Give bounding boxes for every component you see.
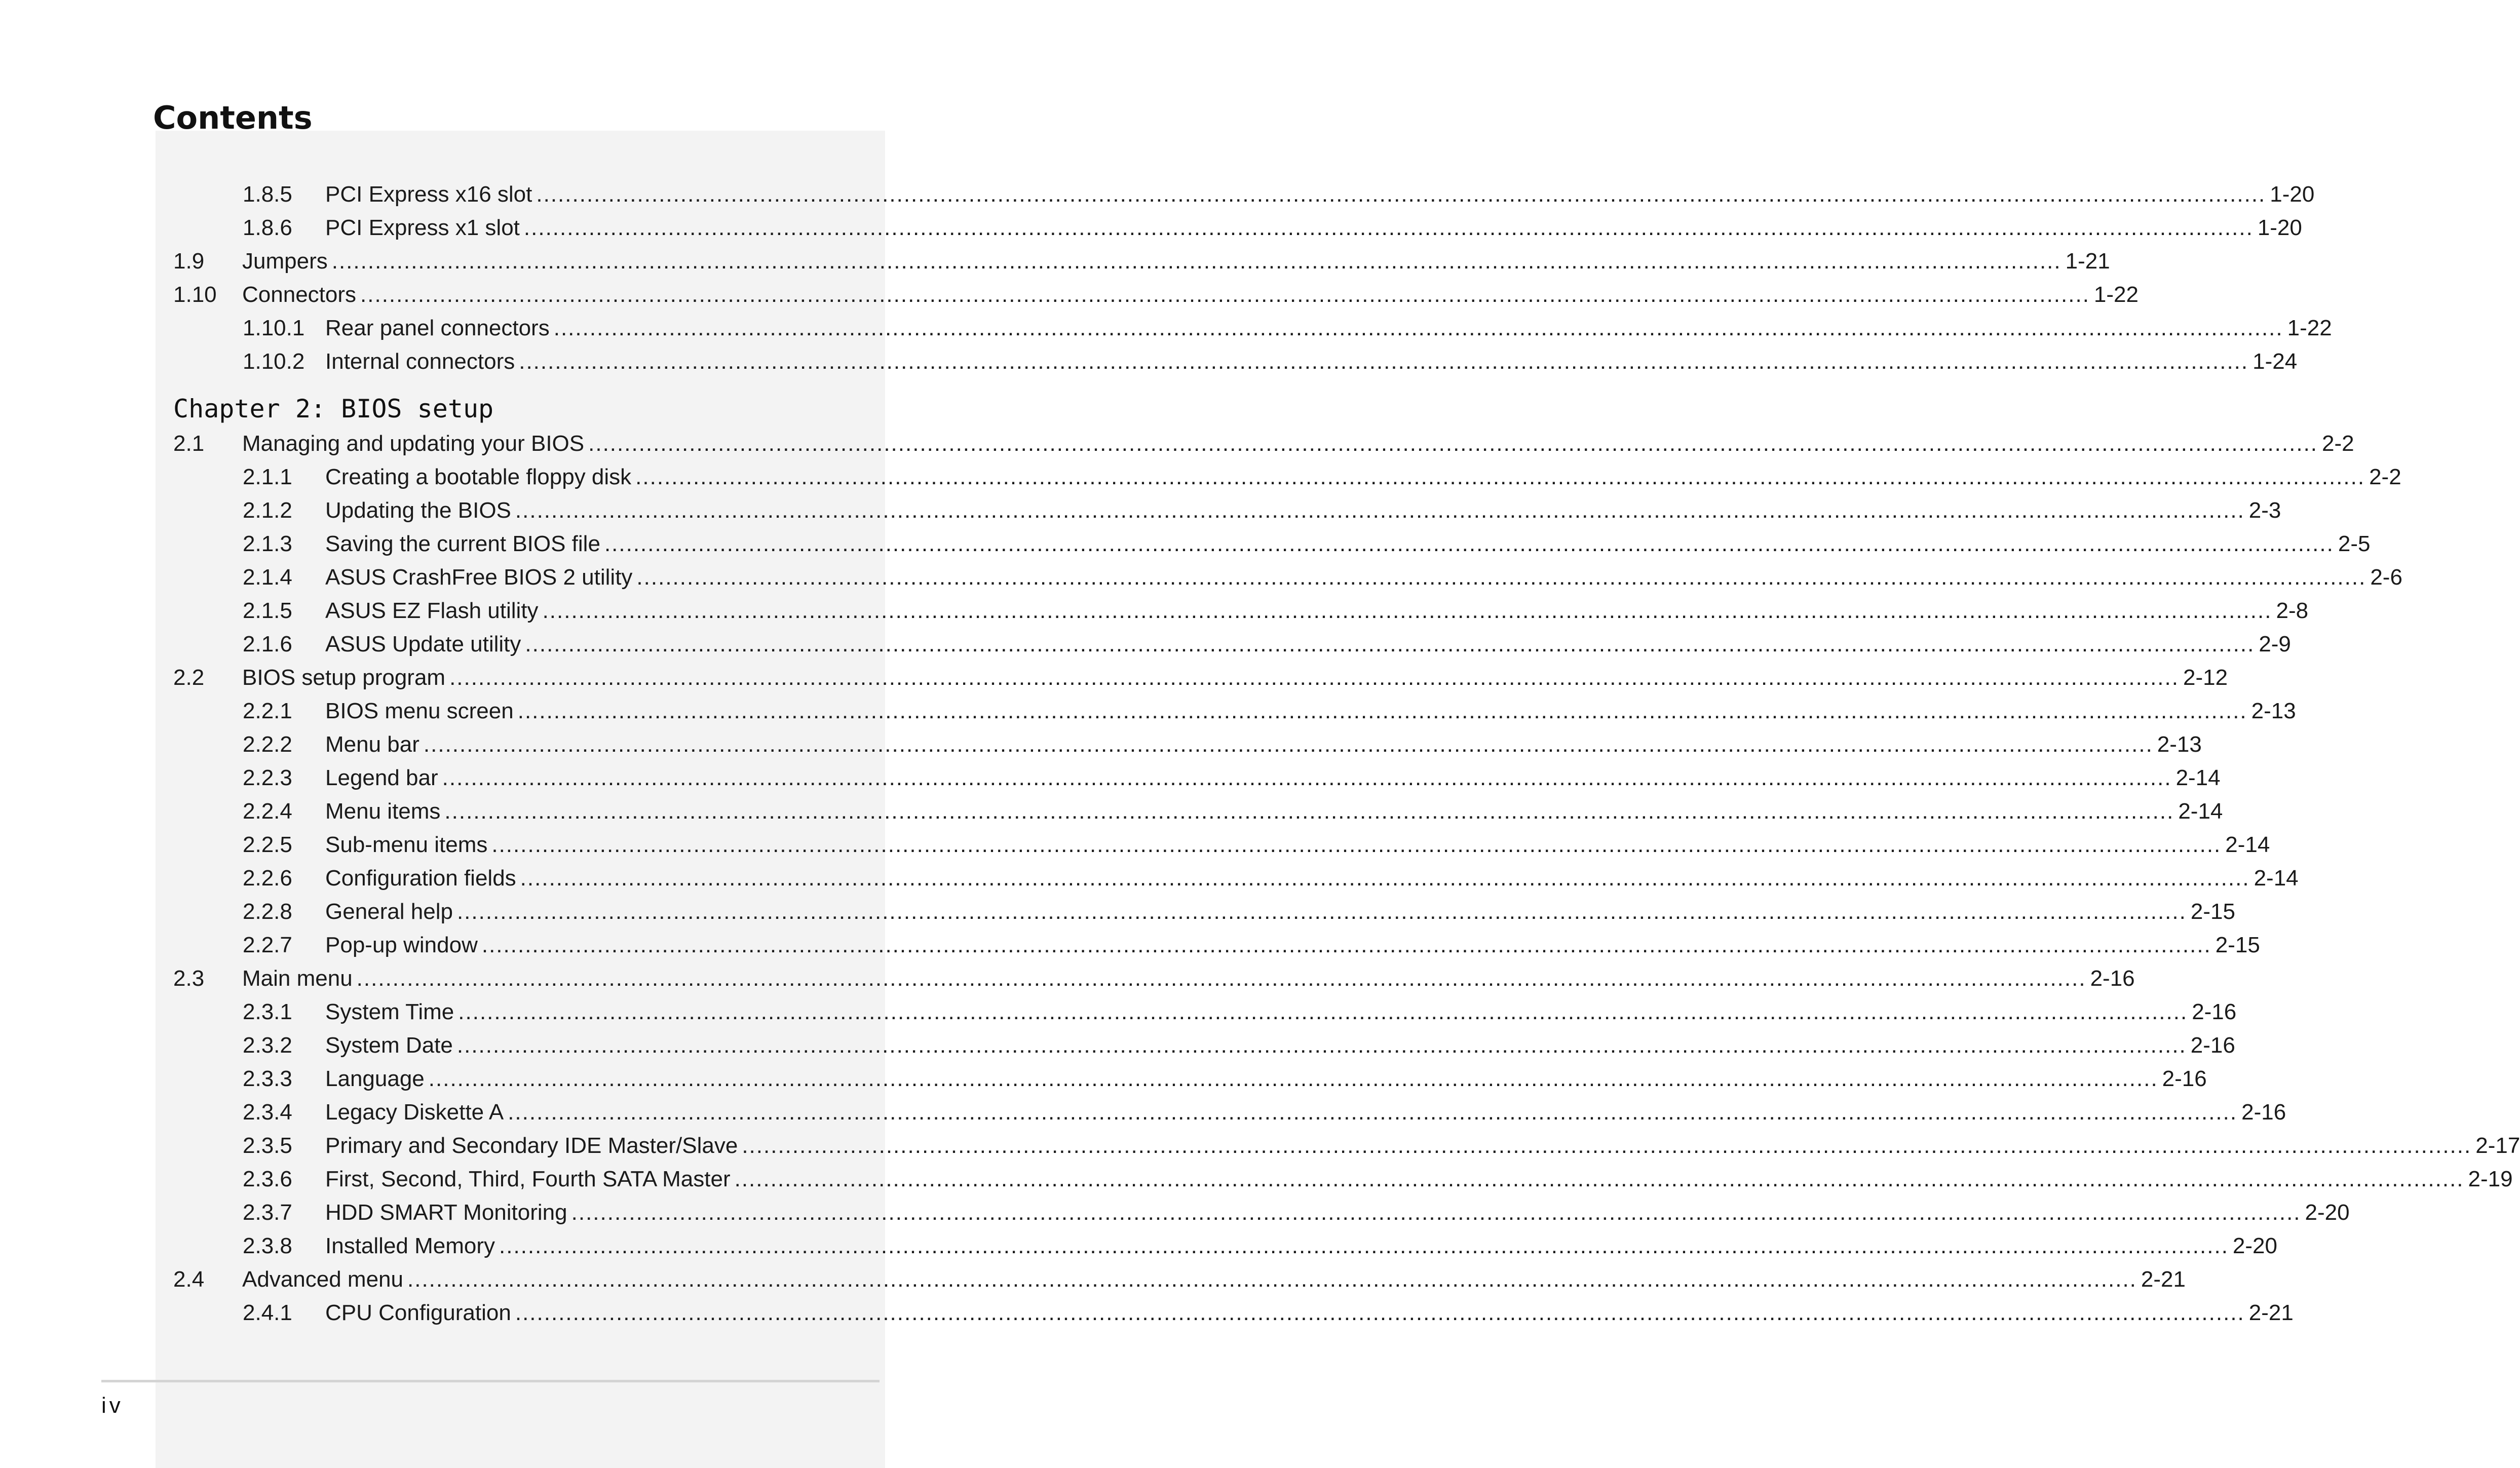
footer-page-number: iv <box>101 1393 124 1418</box>
toc-entry-page: 2-20 <box>2305 1200 2350 1225</box>
toc-entry[interactable] <box>0 1263 2186 1296</box>
toc-entry-title: General help <box>325 899 453 924</box>
toc-leader-dots: ................................................................................................................................................................................................................................................ <box>491 832 2222 857</box>
toc-entry-title: ASUS CrashFree BIOS 2 utility <box>325 565 633 590</box>
toc-entry-page: 2-5 <box>2338 531 2371 556</box>
toc-entry-number: 2.1.1 <box>243 465 292 489</box>
toc-entry-page: 2-12 <box>2183 665 2228 690</box>
toc-leader-dots: ................................................................................................................................................................................................................................................ <box>542 598 2272 623</box>
footer-rule <box>101 1380 880 1382</box>
toc-entry[interactable] <box>0 427 2354 460</box>
toc-leader-dots: ................................................................................................................................................................................................................................................ <box>508 1100 2238 1125</box>
toc-entry-number: 2.4 <box>173 1267 205 1292</box>
toc-entry[interactable] <box>0 761 2221 795</box>
toc-entry-title: Rear panel connectors <box>325 316 550 340</box>
toc-leader-dots: ................................................................................................................................................................................................................................................ <box>553 316 2283 340</box>
toc-leader-dots: ................................................................................................................................................................................................................................................ <box>407 1267 2137 1292</box>
toc-entry-number: 2.2.8 <box>243 899 292 924</box>
toc-entry-page: 2-13 <box>2157 732 2202 757</box>
toc-entry-title: Managing and updating your BIOS <box>242 431 585 456</box>
toc-entry-number: 2.1.2 <box>243 498 292 523</box>
toc-entry-number: 2.3.6 <box>243 1167 292 1191</box>
toc-entry-title: PCI Express x16 slot <box>325 182 532 207</box>
toc-entry-page: 1-21 <box>2065 249 2110 274</box>
toc-entry-page: 2-15 <box>2215 933 2260 957</box>
toc-entry[interactable] <box>0 828 2270 862</box>
toc-entry-page: 2-16 <box>2162 1066 2207 1091</box>
toc-leader-dots: ................................................................................................................................................................................................................................................ <box>428 1066 2158 1091</box>
toc-entry-page: 2-16 <box>2190 1033 2235 1058</box>
toc-entry-number: 1.10.1 <box>243 316 305 340</box>
toc-entry-title: Primary and Secondary IDE Master/Slave <box>325 1133 738 1158</box>
toc-entry-number: 2.2.3 <box>243 765 292 790</box>
toc-entry[interactable] <box>0 345 2298 378</box>
toc-leader-dots: ................................................................................................................................................................................................................................................ <box>442 765 2172 790</box>
toc-leader-dots: ................................................................................................................................................................................................................................................ <box>734 1167 2464 1191</box>
chapter-heading: Chapter 2: BIOS setup <box>173 394 494 423</box>
toc-leader-dots: ................................................................................................................................................................................................................................................ <box>449 665 2179 690</box>
toc-leader-dots: ................................................................................................................................................................................................................................................ <box>444 799 2174 824</box>
toc-leader-dots: ................................................................................................................................................................................................................................................ <box>636 565 2366 590</box>
toc-entry[interactable] <box>0 929 2260 962</box>
toc-entry[interactable] <box>0 527 2371 561</box>
toc-entry-page: 2-2 <box>2369 465 2401 489</box>
toc-entry-number: 2.2.7 <box>243 933 292 957</box>
toc-entry-title: System Date <box>325 1033 453 1058</box>
toc-entry-page: 2-2 <box>2322 431 2354 456</box>
toc-entry-number: 2.3.4 <box>243 1100 292 1125</box>
toc-entry-page: 2-14 <box>2175 765 2221 790</box>
toc-entry-title: Creating a bootable floppy disk <box>325 465 632 489</box>
toc-entry-page: 2-21 <box>2248 1300 2294 1325</box>
toc-entry[interactable] <box>0 895 2235 929</box>
toc-entry-number: 2.1.6 <box>243 632 292 656</box>
toc-entry-number: 2.1.3 <box>243 531 292 556</box>
toc-leader-dots: ................................................................................................................................................................................................................................................ <box>331 249 2061 274</box>
toc-entry-page: 2-16 <box>2241 1100 2286 1125</box>
toc-entry[interactable] <box>0 494 2281 527</box>
toc-leader-dots: ................................................................................................................................................................................................................................................ <box>571 1200 2301 1225</box>
toc-entry-title: Jumpers <box>242 249 328 274</box>
toc-entry-number: 2.2.2 <box>243 732 292 757</box>
toc-entry-number: 2.2.4 <box>243 799 292 824</box>
toc-entry-page: 2-16 <box>2192 999 2237 1024</box>
toc-entry[interactable] <box>0 1029 2235 1062</box>
toc-entry-title: Internal connectors <box>325 349 515 374</box>
toc-entry-number: 2.3.7 <box>243 1200 292 1225</box>
toc-entry-title: HDD SMART Monitoring <box>325 1200 567 1225</box>
toc-entry[interactable] <box>0 1163 2513 1196</box>
toc-entry[interactable] <box>0 1096 2286 1129</box>
toc-entry[interactable] <box>0 628 2291 661</box>
toc-entry-title: Installed Memory <box>325 1233 495 1258</box>
toc-entry-title: Language <box>325 1066 425 1091</box>
toc-entry-page: 2-9 <box>2259 632 2291 656</box>
toc-leader-dots: ................................................................................................................................................................................................................................................ <box>588 431 2318 456</box>
toc-entry-number: 1.8.5 <box>243 182 292 207</box>
toc-entry-title: Legend bar <box>325 765 438 790</box>
toc-entry-number: 2.3 <box>173 966 205 991</box>
toc-leader-dots: ................................................................................................................................................................................................................................................ <box>456 899 2187 924</box>
toc-entry-page: 2-20 <box>2232 1233 2277 1258</box>
toc-entry-page: 2-14 <box>2254 866 2299 891</box>
toc-entry-title: BIOS menu screen <box>325 699 514 723</box>
toc-entry-number: 2.1 <box>173 431 205 456</box>
toc-entry-page: 2-14 <box>2225 832 2270 857</box>
toc-entry-title: PCI Express x1 slot <box>325 215 520 240</box>
toc-entry[interactable] <box>0 211 2302 245</box>
toc-leader-dots: ................................................................................................................................................................................................................................................ <box>499 1233 2229 1258</box>
toc-entry-number: 2.4.1 <box>243 1300 292 1325</box>
toc-leader-dots: ................................................................................................................................................................................................................................................ <box>356 966 2086 991</box>
toc-entry-page: 2-15 <box>2190 899 2235 924</box>
toc-entry-number: 1.9 <box>173 249 205 274</box>
toc-entry-number: 2.3.1 <box>243 999 292 1024</box>
toc-entry-title: Menu items <box>325 799 441 824</box>
toc-entry-page: 1-22 <box>2093 282 2139 307</box>
toc-entry-number: 2.2.5 <box>243 832 292 857</box>
toc-entry-title: Main menu <box>242 966 353 991</box>
toc-entry-number: 2.3.3 <box>243 1066 292 1091</box>
toc-leader-dots: ................................................................................................................................................................................................................................................ <box>604 531 2334 556</box>
toc-leader-dots: ................................................................................................................................................................................................................................................ <box>520 866 2250 891</box>
toc-entry[interactable] <box>0 1129 2520 1163</box>
toc-entry-title: Configuration fields <box>325 866 516 891</box>
toc-entry[interactable] <box>0 1229 2277 1263</box>
toc-leader-dots: ................................................................................................................................................................................................................................................ <box>481 933 2211 957</box>
toc-entry-title: Sub-menu items <box>325 832 488 857</box>
toc-entry[interactable] <box>0 661 2228 694</box>
toc-entry[interactable] <box>0 995 2237 1029</box>
toc-entry-number: 2.1.4 <box>243 565 292 590</box>
toc-leader-dots: ................................................................................................................................................................................................................................................ <box>517 699 2247 723</box>
toc-entry-title: ASUS EZ Flash utility <box>325 598 539 623</box>
toc-entry-title: System Time <box>325 999 454 1024</box>
toc-leader-dots: ................................................................................................................................................................................................................................................ <box>523 215 2254 240</box>
toc-leader-dots: ................................................................................................................................................................................................................................................ <box>515 498 2245 523</box>
toc-leader-dots: ................................................................................................................................................................................................................................................ <box>456 1033 2187 1058</box>
toc-entry-title: ASUS Update utility <box>325 632 521 656</box>
toc-entry-page: 2-3 <box>2248 498 2281 523</box>
toc-entry[interactable] <box>0 862 2299 895</box>
toc-entry-page: 1-24 <box>2252 349 2298 374</box>
toc-entry-page: 1-20 <box>2270 182 2315 207</box>
toc-entry-title: CPU Configuration <box>325 1300 511 1325</box>
toc-leader-dots: ................................................................................................................................................................................................................................................ <box>360 282 2090 307</box>
toc-entry-page: 2-21 <box>2141 1267 2186 1292</box>
toc-entry-title: Advanced menu <box>242 1267 403 1292</box>
toc-entry-page: 1-20 <box>2257 215 2302 240</box>
toc-entry-title: Legacy Diskette A <box>325 1100 504 1125</box>
toc-entry[interactable] <box>0 460 2401 494</box>
toc-entry[interactable] <box>0 1196 2350 1229</box>
toc-entry[interactable] <box>0 245 2110 278</box>
toc-entry-number: 2.1.5 <box>243 598 292 623</box>
toc-entry-page: 2-6 <box>2370 565 2402 590</box>
page-title: Contents <box>153 99 313 136</box>
toc-entry[interactable] <box>0 962 2135 995</box>
toc-leader-dots: ................................................................................................................................................................................................................................................ <box>536 182 2266 207</box>
toc-entry-title: First, Second, Third, Fourth SATA Master <box>325 1167 731 1191</box>
toc-entry-page: 2-19 <box>2468 1167 2513 1191</box>
toc-entry-title: BIOS setup program <box>242 665 446 690</box>
toc-entry-number: 2.2.1 <box>243 699 292 723</box>
toc-entry[interactable] <box>0 1296 2294 1330</box>
toc-entry-title: Connectors <box>242 282 357 307</box>
toc-entry[interactable] <box>0 1062 2207 1096</box>
toc-entry-number: 2.3.5 <box>243 1133 292 1158</box>
toc-entry-title: Updating the BIOS <box>325 498 511 523</box>
toc-entry-title: Menu bar <box>325 732 419 757</box>
toc-entry-number: 2.3.2 <box>243 1033 292 1058</box>
toc-entry[interactable] <box>0 728 2202 761</box>
toc-leader-dots: ................................................................................................................................................................................................................................................ <box>458 999 2188 1024</box>
toc-entry-number: 1.10 <box>173 282 217 307</box>
toc-entry[interactable] <box>0 594 2309 628</box>
toc-entry-number: 1.8.6 <box>243 215 292 240</box>
toc-leader-dots: ................................................................................................................................................................................................................................................ <box>519 349 2249 374</box>
toc-leader-dots: ................................................................................................................................................................................................................................................ <box>635 465 2365 489</box>
toc-leader-dots: ................................................................................................................................................................................................................................................ <box>423 732 2153 757</box>
toc-entry[interactable] <box>0 178 2315 211</box>
toc-entry-title: Pop-up window <box>325 933 478 957</box>
toc-entry-page: 2-16 <box>2090 966 2135 991</box>
toc-entry-page: 2-17 <box>2475 1133 2520 1158</box>
toc-entry-page: 1-22 <box>2287 316 2332 340</box>
toc-leader-dots: ................................................................................................................................................................................................................................................ <box>515 1300 2245 1325</box>
toc-entry[interactable] <box>0 312 2332 345</box>
toc-entry[interactable] <box>0 795 2223 828</box>
toc-entry-number: 2.2 <box>173 665 205 690</box>
toc-entry-title: Saving the current BIOS file <box>325 531 600 556</box>
toc-entry[interactable] <box>0 561 2402 594</box>
toc-entry-page: 2-13 <box>2251 699 2296 723</box>
toc-entry-number: 2.2.6 <box>243 866 292 891</box>
toc-entry[interactable] <box>0 694 2296 728</box>
toc-leader-dots: ................................................................................................................................................................................................................................................ <box>525 632 2255 656</box>
toc-entry-page: 2-14 <box>2178 799 2223 824</box>
toc-entry-number: 1.10.2 <box>243 349 305 374</box>
toc-leader-dots: ................................................................................................................................................................................................................................................ <box>742 1133 2472 1158</box>
toc-entry-page: 2-8 <box>2276 598 2309 623</box>
toc-entry-number: 2.3.8 <box>243 1233 292 1258</box>
toc-entry[interactable] <box>0 278 2139 312</box>
